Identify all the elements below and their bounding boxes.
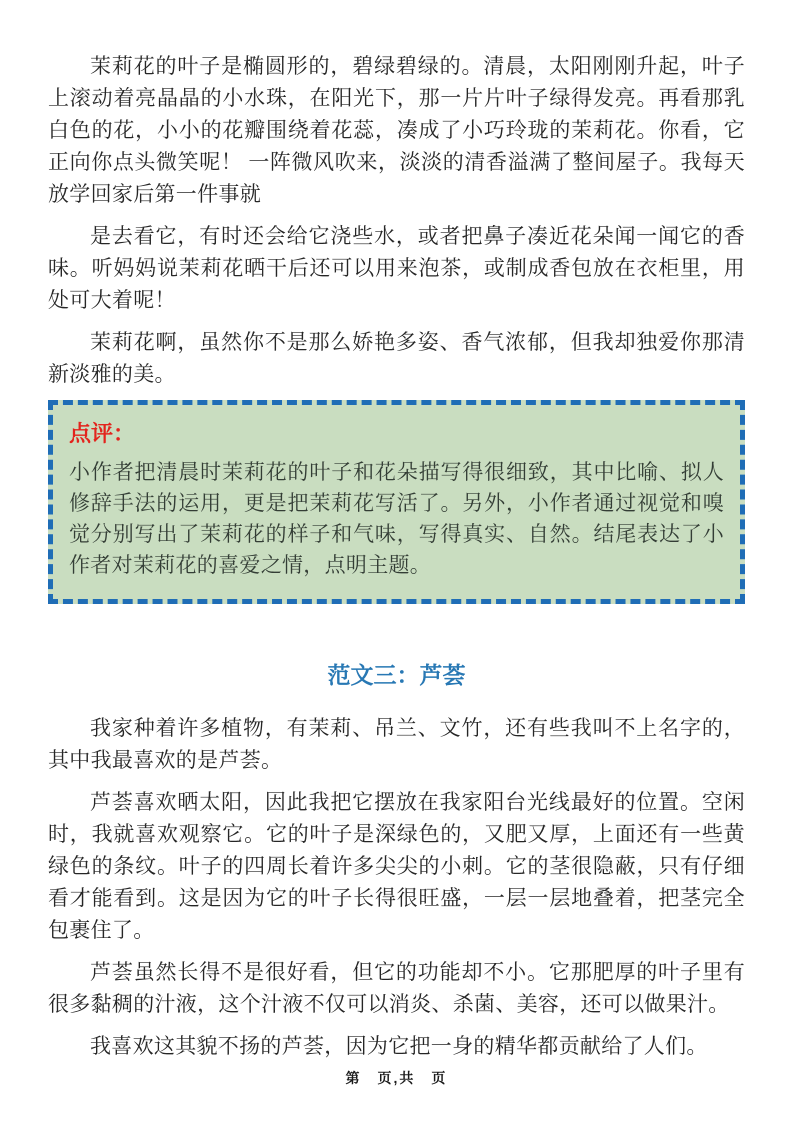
- teacher-comment-box: [48, 400, 745, 604]
- page-footer: 第 页,共 页: [345, 1070, 448, 1086]
- jasmine-paragraph-2: 是去看它，有时还会给它浇些水，或者把鼻子凑近花朵闻一闻它的香味。听妈妈说茉莉花晒干后还可以用来泡茶，或制成香包放在衣柜里，用处可大着呢！: [48, 224, 745, 312]
- aloe-paragraph-1: 我家种着许多植物，有茉莉、吊兰、文竹，还有些我叫不上名字的，其中我最喜欢的是芦荟。: [48, 716, 745, 772]
- comment-label: 点评：: [69, 421, 136, 446]
- jasmine-paragraph-3: 茉莉花啊，虽然你不是那么娇艳多姿、香气浓郁，但我却独爱你那清新淡雅的美。: [48, 330, 745, 386]
- aloe-paragraph-4: 我喜欢这其貌不扬的芦荟，因为它把一身的精华都贡献给了人们。: [90, 1034, 708, 1058]
- aloe-paragraph-3: 芦荟虽然长得不是很好看，但它的功能却不小。它那肥厚的叶子里有很多黏稠的汁液，这个汁液不仅可以消炎、杀菌、美容，还可以做果汁。: [48, 960, 745, 1016]
- jasmine-paragraph-1: 茉莉花的叶子是椭圆形的，碧绿碧绿的。清晨，太阳刚刚升起，叶子上滚动着亮晶晶的小水珠，在阳光下，那一片片叶子绿得发亮。再看那乳白色的花，小小的花瓣围绕着花蕊，凑成了小巧玲珑的茉莉花。你看，它正向你点头微笑呢！ 一阵微风吹来，淡淡的清香溢满了整间屋子。我每天放学回家后第一件事就: [48, 54, 745, 206]
- section-title: 范文三：芦荟: [327, 662, 466, 688]
- aloe-paragraph-2: 芦荟喜欢晒太阳，因此我把它摆放在我家阳台光线最好的位置。空闲时，我就喜欢观察它。它的叶子是深绿色的，又肥又厚，上面还有一些黄绿色的条纹。叶子的四周长着许多尖尖的小刺。它的茎很隐蔽，只有仔细看才能看到。这是因为它的叶子长得很旺盛，一层一层地叠着，把茎完全包裹住了。: [48, 790, 745, 942]
- comment-text: 小作者把清晨时茉莉花的叶子和花朵描写得很细致，其中比喻、拟人修辞手法的运用，更是把茉莉花写活了。另外，小作者通过视觉和嗅觉分别写出了茉莉花的样子和气味，写得真实、自然。结尾表达了小作者对茉莉花的喜爱之情，点明主题。: [69, 460, 724, 577]
